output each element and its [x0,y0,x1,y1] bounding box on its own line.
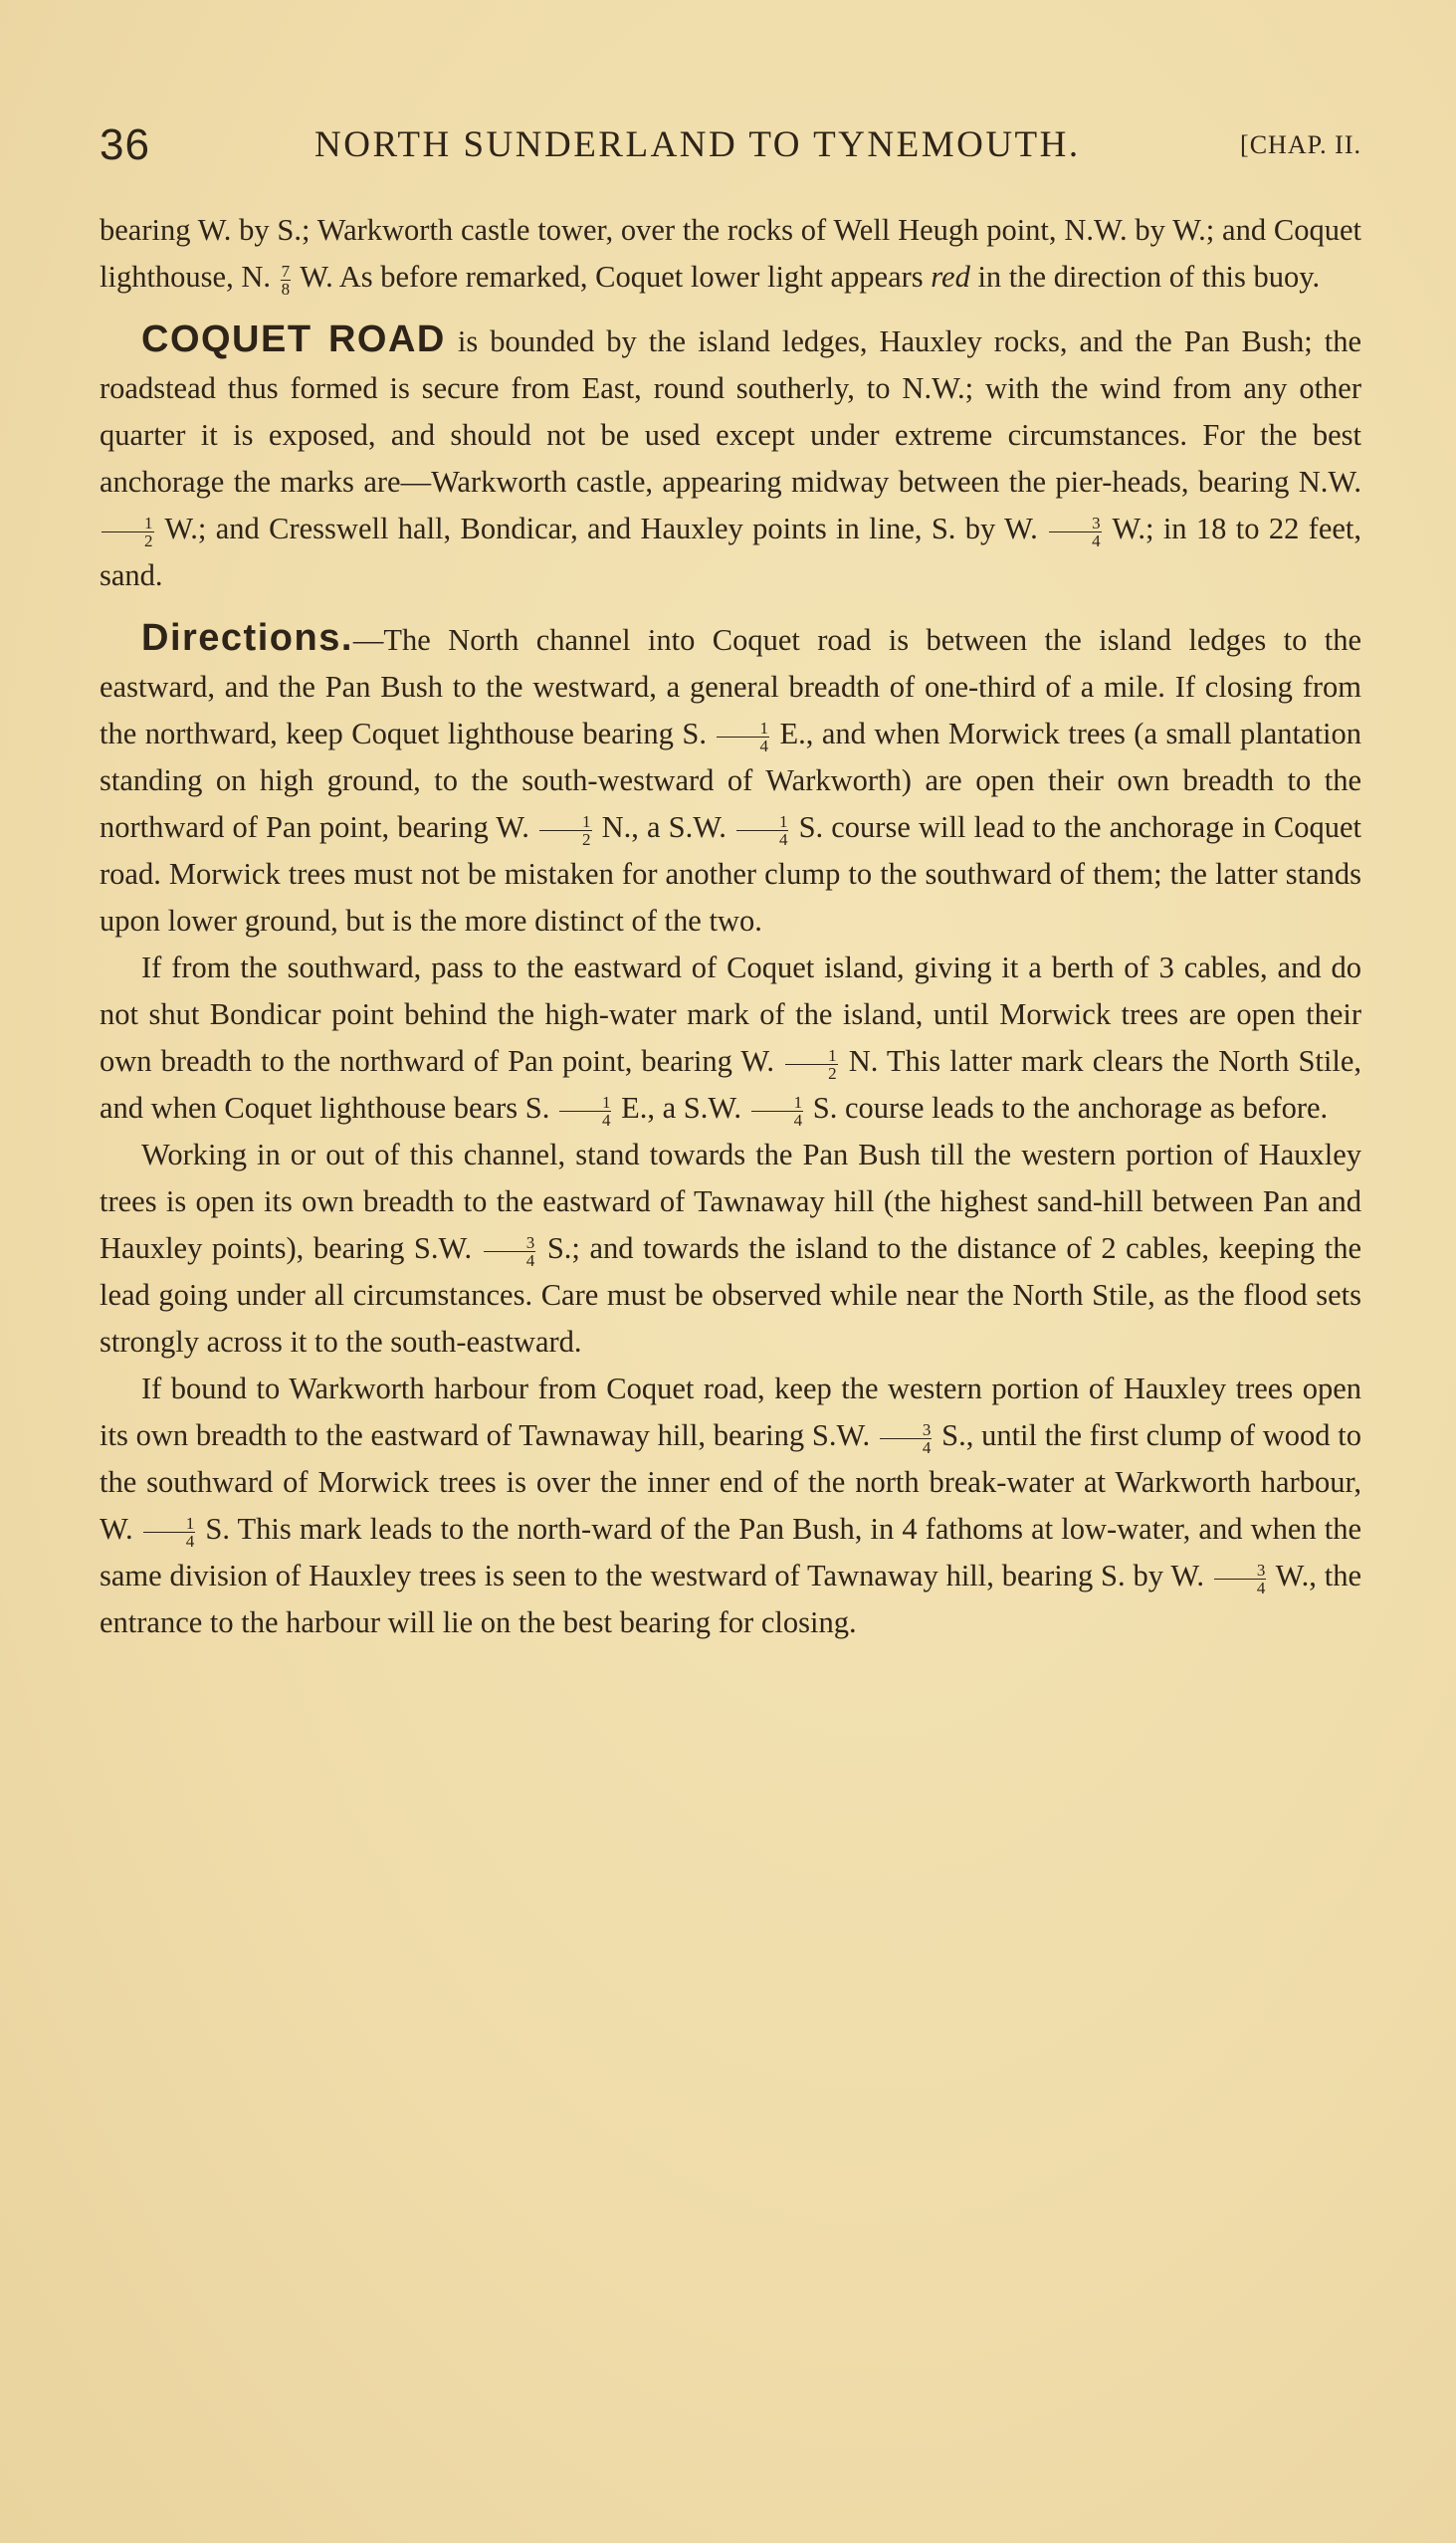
paragraph-coquet-road [100,317,1361,599]
text-run: If bound to Warkworth harbour from Coquet road, keep the western portion of Hauxley trees open its own breadth to the eastward of Tawnaway hill, bearing S.W. [100,1372,1361,1452]
fraction: $\frac{3}{4}$ [1049,515,1102,549]
fraction: $\frac{7}{8}$ [281,261,291,299]
body-text [100,207,1361,1646]
paragraph-1 [100,207,1361,301]
text-run: in the direction of this buoy. [977,260,1321,294]
section-heading-directions: Directions. [141,617,353,659]
running-title: NORTH SUNDERLAND TO TYNEMOUTH. [314,124,1081,165]
page-number: 36 [100,120,150,169]
fraction: $\frac{1}{2}$ [102,515,154,549]
text-run: S. course leads to the anchorage as before. [812,1091,1329,1125]
text-run: S. course will lead to the anchorage in Coquet road. Morwick trees must not be mistaken for another clump to the southward of them; the latter stands upon lower ground, but is the more distinct of the two. [100,810,1361,938]
running-head [100,115,1361,175]
emphasis: red [931,260,970,294]
text-run: Working in or out of this channel, stand towards the Pan Bush till the western portion of Hauxley trees is open its own breadth to the eastward of Tawnaway hill (the highest sand-hill between Pan and Hauxley points), bearing S.W. [100,1138,1361,1265]
section-heading-coquet-road: COQUET ROAD [141,318,446,360]
book-page [100,0,1361,2543]
paragraph-warkworth-harbour [100,1366,1361,1646]
text-run: bearing W. by S.; Warkworth castle tower, over the rocks of Well Heugh point, N.W. by W.; and Coquet lighthouse, N. [100,213,1361,294]
fraction: $\frac{3}{4}$ [1214,1562,1267,1596]
text-run: S.; and towards the island to the distance of 2 cables, keeping the lead going under all circumstances. Care must be observed while near the North Stile, as the flood sets strongly across it to the south-eastward. [100,1231,1362,1359]
fraction: $\frac{1}{4}$ [736,813,789,848]
fraction: $\frac{1}{4}$ [717,720,769,754]
paragraph-working [100,1132,1361,1366]
paragraph-directions [100,615,1361,945]
text-run: W.; in 18 to 22 feet, sand. [100,512,1362,592]
chapter-label: [CHAP. II. [1240,130,1361,159]
text-run: S., until the first clump of wood to the southward of Morwick trees is over the inner end of the north break-water at Warkworth harbour, W. [100,1418,1361,1546]
fraction: $\frac{1}{4}$ [559,1094,612,1129]
text-run: If from the southward, pass to the eastward of Coquet island, giving it a berth of 3 cables, and do not shut Bondicar point behind the high-water mark of the island, until Morwick trees are open their own breadth to the northward of Pan point, bearing W. [100,951,1361,1078]
text-run: W., the entrance to the harbour will lie on the best bearing for closing. [100,1559,1362,1639]
text-run: W. As before remarked, Coquet lower light appears [300,260,924,294]
text-run: is bounded by the island ledges, Hauxley rocks, and the Pan Bush; the roadstead thus formed is secure from East, round southerly, to N.W.; with the wind from any other quarter it is exposed, and should not be used except under extreme circumstances. For the best anchorage the marks are—Warkworth castle, appearing midway between the pier-heads, bearing N.W. [100,324,1362,499]
fraction: $\frac{3}{4}$ [484,1234,536,1269]
text-run: W.; and Cresswell hall, Bondicar, and Hauxley points in line, S. by W. [164,512,1038,545]
fraction: $\frac{1}{2}$ [785,1047,838,1082]
text-run: N. This latter mark clears the North Stile, and when Coquet lighthouse bears S. [100,1044,1362,1125]
fraction: $\frac{1}{2}$ [539,813,592,848]
text-run: S. This mark leads to the north-ward of the Pan Bush, in 4 fathoms at low-water, and when the same division of Hauxley trees is seen to the westward of Tawnaway hill, bearing S. by W. [100,1512,1362,1592]
fraction: $\frac{1}{4}$ [143,1515,196,1550]
text-run: E., and when Morwick trees (a small plantation standing on high ground, to the south-westward of Warkworth) are open their own breadth to the northward of Pan point, bearing W. [100,717,1362,844]
text-run: —The North channel into Coquet road is between the island ledges to the eastward, and the Pan Bush to the westward, a general breadth of one-third of a mile. If closing from the northward, keep Coquet lighthouse bearing S. [100,623,1361,750]
paragraph-from-southward [100,945,1361,1132]
fraction: $\frac{3}{4}$ [880,1421,933,1456]
text-run: E., a S.W. [621,1091,741,1125]
fraction: $\frac{1}{4}$ [751,1094,804,1129]
text-run: N., a S.W. [601,810,727,844]
